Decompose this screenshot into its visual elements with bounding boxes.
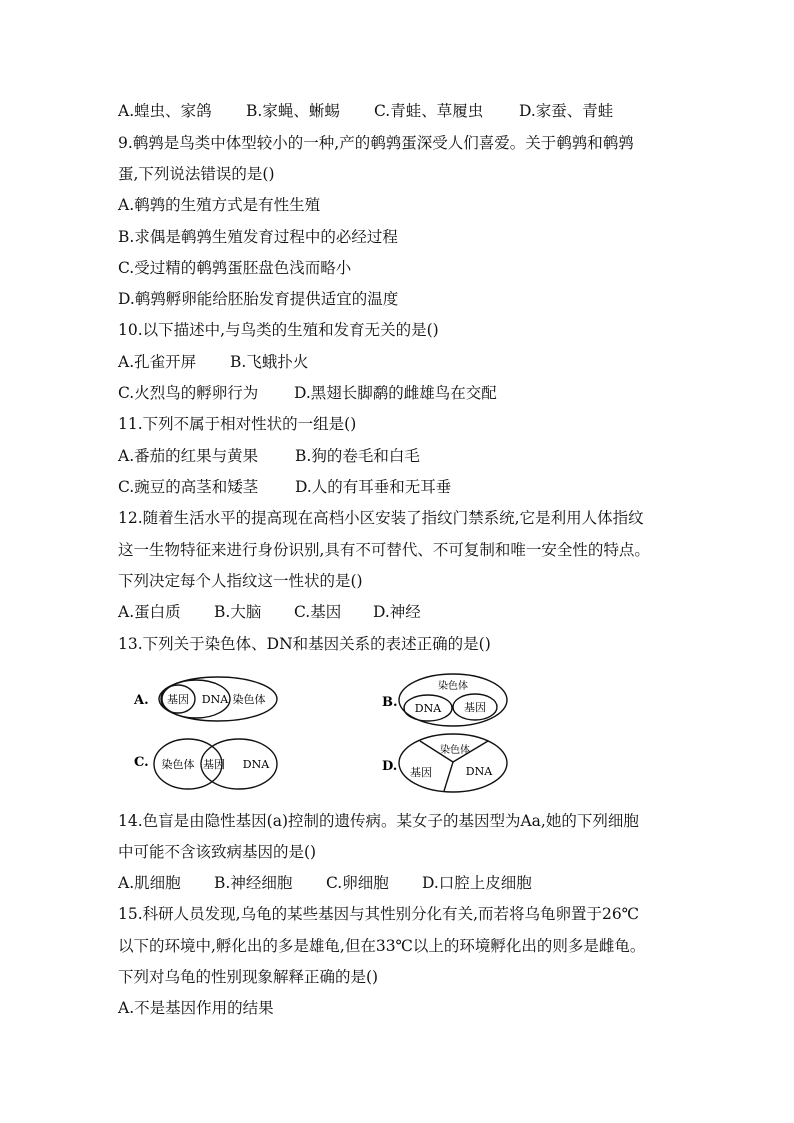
q9-option-d: D.鹌鹑孵卵能给胚胎发育提供适宜的温度 — [118, 290, 399, 308]
q12-options — [118, 602, 421, 622]
q13-a-dna-label: DNA — [201, 693, 229, 706]
q12-option-c: C.基因 — [294, 603, 342, 621]
q12-stem-line2: 这一生物特征来进行身份识别,具有不可替代、不可复制和唯一安全性的特点。 — [118, 541, 650, 559]
q11-option-d: D.人的有耳垂和无耳垂 — [295, 478, 452, 496]
q13-b-dna-label: DNA — [414, 702, 442, 715]
q14-option-a: A.肌细胞 — [118, 874, 181, 892]
q8-option-c: C.青蛙、草履虫 — [374, 102, 484, 120]
q13-c-gene-label: 基因 — [203, 758, 225, 771]
q15-stem-line1: 15.科研人员发现,乌龟的某些基因与其性别分化有关,而若将乌龟卵置于26℃ — [118, 905, 640, 923]
q10-options-row2 — [118, 383, 497, 403]
q11-stem: 11.下列不属于相对性状的一组是() — [118, 415, 357, 433]
q10-option-b: B.飞蛾扑火 — [230, 353, 309, 371]
q11-option-a: A.番茄的红果与黄果 — [118, 447, 259, 465]
q10-option-d: D.黑翅长脚鹬的雌雄鸟在交配 — [294, 384, 497, 402]
q14-stem-line2: 中可能不含该致病基因的是() — [118, 843, 317, 861]
q14-options — [118, 873, 532, 893]
q14-option-d: D.口腔上皮细胞 — [422, 874, 532, 892]
q15-stem-line3: 下列对乌龟的性别现象解释正确的是() — [118, 968, 379, 986]
q13-c-chromosome-label: 染色体 — [161, 758, 195, 771]
q12-stem-line1: 12.随着生活水平的提高现在高档小区安装了指纹门禁系统,它是利用人体指纹 — [118, 509, 644, 527]
q11-option-b: B.狗的卷毛和白毛 — [295, 447, 420, 465]
q8-option-a: A.蝗虫、家鸽 — [118, 102, 212, 120]
q13-a-gene-label: 基因 — [167, 693, 189, 706]
q13-diagram-b-letter: B. — [382, 695, 398, 710]
q13-diagram-b — [382, 674, 507, 726]
q10-options-row1 — [118, 352, 308, 372]
q13-d-chromosome-label: 染色体 — [440, 745, 470, 756]
q14-stem-line1: 14.色盲是由隐性基因(a)控制的遗传病。某女子的基因型为Aa,她的下列细胞 — [118, 812, 639, 830]
q15-option-a: A.不是基因作用的结果 — [118, 999, 274, 1017]
q9-option-a: A.鹌鹑的生殖方式是有性生殖 — [118, 196, 321, 214]
q13-c-dna-label: DNA — [242, 758, 270, 771]
q8-options — [118, 101, 613, 121]
q15-stem-line2: 以下的环境中,孵化出的多是雄龟,但在33℃以上的环境孵化出的则多是雌龟。 — [118, 937, 646, 955]
q12-option-b: B.大脑 — [214, 603, 262, 621]
q13-d-gene-label: 基因 — [410, 766, 432, 779]
q10-stem: 10.以下描述中,与鸟类的生殖和发育无关的是() — [118, 321, 439, 339]
q14-option-c: C.卵细胞 — [326, 874, 389, 892]
q9-option-c: C.受过精的鹌鹑蛋胚盘色浅而略小 — [118, 259, 352, 277]
q14-option-b: B.神经细胞 — [214, 874, 293, 892]
q13-d-dna-label: DNA — [465, 765, 493, 778]
q9-option-b: B.求偶是鹌鹑生殖发育过程中的必经过程 — [118, 228, 398, 246]
q13-diagram-d-letter: D. — [382, 759, 398, 774]
q13-diagram-c-letter: C. — [134, 755, 149, 770]
q12-option-a: A.蛋白质 — [118, 603, 181, 621]
q9-stem-line1: 9.鹌鹑是鸟类中体型较小的一种,产的鹌鹑蛋深受人们喜爱。关于鹌鹑和鹌鹑 — [118, 134, 634, 152]
q13-diagram-c — [134, 739, 277, 789]
q13-b-gene-label: 基因 — [464, 701, 486, 714]
q8-option-d: D.家蚕、青蛙 — [519, 102, 614, 120]
q13-a-chromosome-label: 染色体 — [232, 693, 266, 706]
q12-option-d: D.神经 — [373, 603, 421, 621]
q12-stem-line3: 下列决定每个人指纹这一性状的是() — [118, 572, 363, 590]
q11-options-row2 — [118, 477, 451, 497]
q11-option-c: C.豌豆的高茎和矮茎 — [118, 478, 259, 496]
q13-diagram — [118, 665, 548, 800]
q8-option-b: B.家蝇、蜥蜴 — [246, 102, 340, 120]
q13-stem: 13.下列关于染色体、DN和基因关系的表述正确的是() — [118, 635, 491, 653]
q11-options-row1 — [118, 446, 420, 466]
q13-diagram-a-letter: A. — [134, 693, 149, 708]
q13-diagram-a — [133, 677, 277, 721]
q13-diagram-d — [382, 734, 507, 792]
q10-option-a: A.孔雀开屏 — [118, 353, 197, 371]
q9-stem-line2: 蛋,下列说法错误的是() — [118, 165, 275, 183]
q13-d-divider-3 — [444, 762, 453, 791]
q13-b-chromosome-label: 染色体 — [438, 681, 468, 692]
q10-option-c: C.火烈鸟的孵卵行为 — [118, 384, 259, 402]
